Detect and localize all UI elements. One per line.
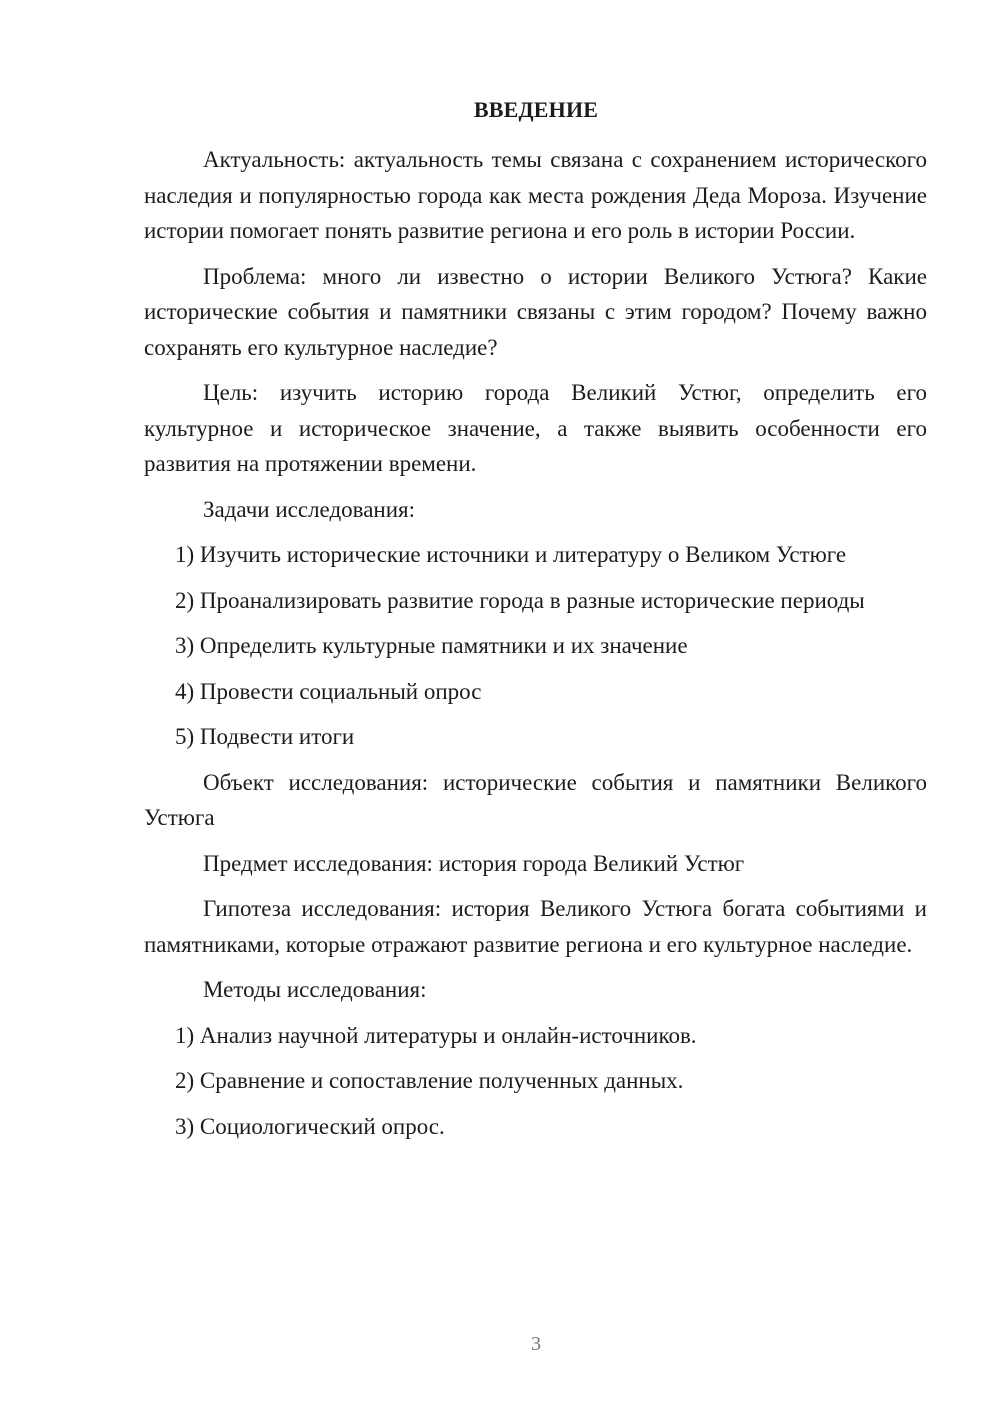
subject-paragraph: Предмет исследования: история города Великий Устюг [203, 850, 745, 876]
task-item: 2) Проанализировать развитие города в разные исторические периоды [175, 587, 865, 613]
method-item: 2) Сравнение и сопоставление полученных данных. [175, 1068, 684, 1093]
method-item: 3) Социологический опрос. [175, 1113, 445, 1139]
task-item: 1) Изучить исторические источники и литературу о Великом Устюге [175, 542, 847, 567]
problem-paragraph: Проблема: много ли известно о истории Великого Устюга? Какие исторические события и памятники связаны с этим городом? Почему важно сохранять его культурное наследие? [144, 263, 927, 360]
task-item: 4) Провести социальный опрос [175, 678, 482, 704]
method-item: 1) Анализ научной литературы и онлайн-источников. [175, 1022, 697, 1048]
task-item: 3) Определить культурные памятники и их значение [175, 633, 688, 658]
section-heading: ВВЕДЕНИЕ [473, 97, 599, 122]
goal-paragraph: Цель: изучить историю города Великий Устюг, определить его культурное и историческое значение, а также выявить особенности его развития на протяжении времени. [144, 380, 927, 476]
methods-heading: Методы исследования: [203, 977, 427, 1002]
body-text [144, 142, 927, 1154]
hypothesis-paragraph: Гипотеза исследования: история Великого Устюга богата событиями и памятниками, которые отражают развитие региона и его культурное наследие. [144, 896, 927, 957]
object-paragraph: Объект исследования: исторические события и памятники Великого Устюга [144, 769, 927, 830]
relevance-paragraph: Актуальность: актуальность темы связана с сохранением исторического наследия и популярностью города как места рождения Деда Мороза. Изучение истории помогает понять развитие региона и его роль в истории России. [144, 147, 927, 243]
task-item: 5) Подвести итоги [175, 724, 355, 749]
page-number: 3 [531, 1333, 541, 1355]
tasks-heading: Задачи исследования: [203, 496, 416, 522]
